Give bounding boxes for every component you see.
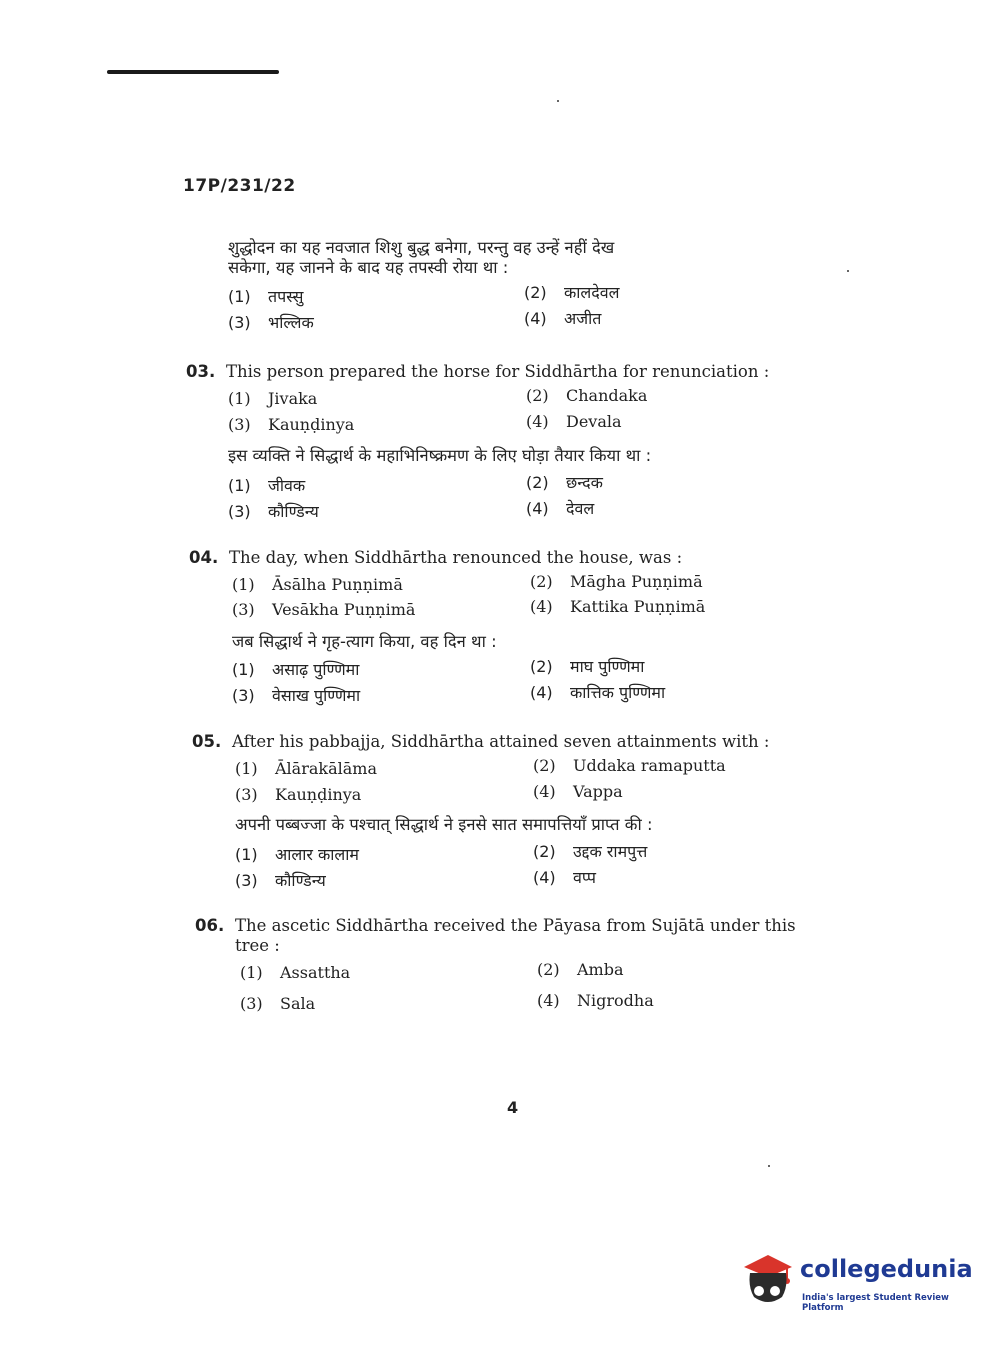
option[interactable]: (2) Māgha Puṇṇimā [530,572,703,591]
option[interactable]: (4) Kattika Puṇṇimā [530,597,706,616]
option[interactable]: (3) Kauṇḍinya [235,785,362,804]
q02-hindi-stem: शुद्धोदन का यह नवजात शिशु बुद्ध बनेगा, परन्तु वह उन्हें नहीं देख सकेगा, यह जानने के बाद यह तपस्वी रोया था : [228,238,615,277]
option[interactable]: (2) उद्दक रामपुत्त [533,842,648,861]
option[interactable]: (4) देवल [526,499,595,518]
question-04: 04. The day, when Siddhārtha renounced the house, was : [189,548,683,567]
question-06: 06. The ascetic Siddhārtha received the Pāyasa from Sujātā under this tree : [195,916,796,955]
option[interactable]: (2) Uddaka ramaputta [533,756,726,775]
q05-hindi-stem: अपनी पब्बज्जा के पश्चात् सिद्धार्थ ने इनसे सात समापत्तियाँ प्राप्त की : [235,815,653,834]
option[interactable]: (1) Ālārakālāma [235,759,377,778]
option[interactable]: (2) माघ पुण्णिमा [530,657,645,676]
question-03: 03. This person prepared the horse for Siddhārtha for renunciation : [186,362,770,381]
q03-hindi-stem: इस व्यक्ति ने सिद्धार्थ के महाभिनिष्क्रमण के लिए घोड़ा तैयार किया था : [228,446,652,465]
brand-tagline: India's largest Student Review Platform [802,1293,949,1313]
collegedunia-logo[interactable] [742,1253,972,1311]
option[interactable]: (2) Amba [537,960,624,979]
option[interactable]: (3) Kauṇḍinya [228,415,355,434]
option[interactable]: (4) Vappa [533,782,623,801]
option[interactable]: (3) Vesākha Puṇṇimā [232,600,416,619]
paper-code: 17P/231/22 [183,176,296,196]
option[interactable]: (4) Devala [526,412,622,431]
option[interactable]: (3) वेसाख पुण्णिमा [232,686,361,705]
question-05: 05. After his pabbajja, Siddhārtha attained seven attainments with : [192,732,770,751]
option[interactable]: (4) Nigrodha [537,991,654,1010]
option[interactable]: (1) Jivaka [228,389,318,408]
scan-speck [557,100,559,102]
option[interactable]: (1) आलार कालाम [235,845,359,864]
option[interactable]: (3) भल्लिक [228,313,314,332]
option[interactable]: (3) Sala [240,994,316,1013]
scan-speck [847,270,849,272]
option[interactable]: (2) कालदेवल [524,283,620,302]
option[interactable]: (2) छन्दक [526,473,603,492]
option[interactable]: (1) असाढ़ पुण्णिमा [232,660,360,679]
option[interactable]: (1) जीवक [228,476,306,495]
scan-speck [768,1165,770,1167]
brand-name: collegedunia [800,1255,973,1283]
option[interactable]: (3) कौण्डिन्य [235,871,326,890]
option[interactable]: (1) Āsālha Puṇṇimā [232,575,403,594]
page-number: 4 [507,1098,519,1117]
top-rule [107,70,279,74]
mascot-icon [742,1253,800,1311]
option[interactable]: (4) अजीत [524,309,602,328]
option[interactable]: (4) वप्प [533,868,596,887]
option[interactable]: (3) कौण्डिन्य [228,502,319,521]
option[interactable]: (2) Chandaka [526,386,648,405]
q04-hindi-stem: जब सिद्धार्थ ने गृह-त्याग किया, वह दिन था : [232,632,497,651]
option[interactable]: (1) तपस्सु [228,287,304,306]
option[interactable]: (1) Assattha [240,963,351,982]
option[interactable]: (4) कात्तिक पुण्णिमा [530,683,666,702]
